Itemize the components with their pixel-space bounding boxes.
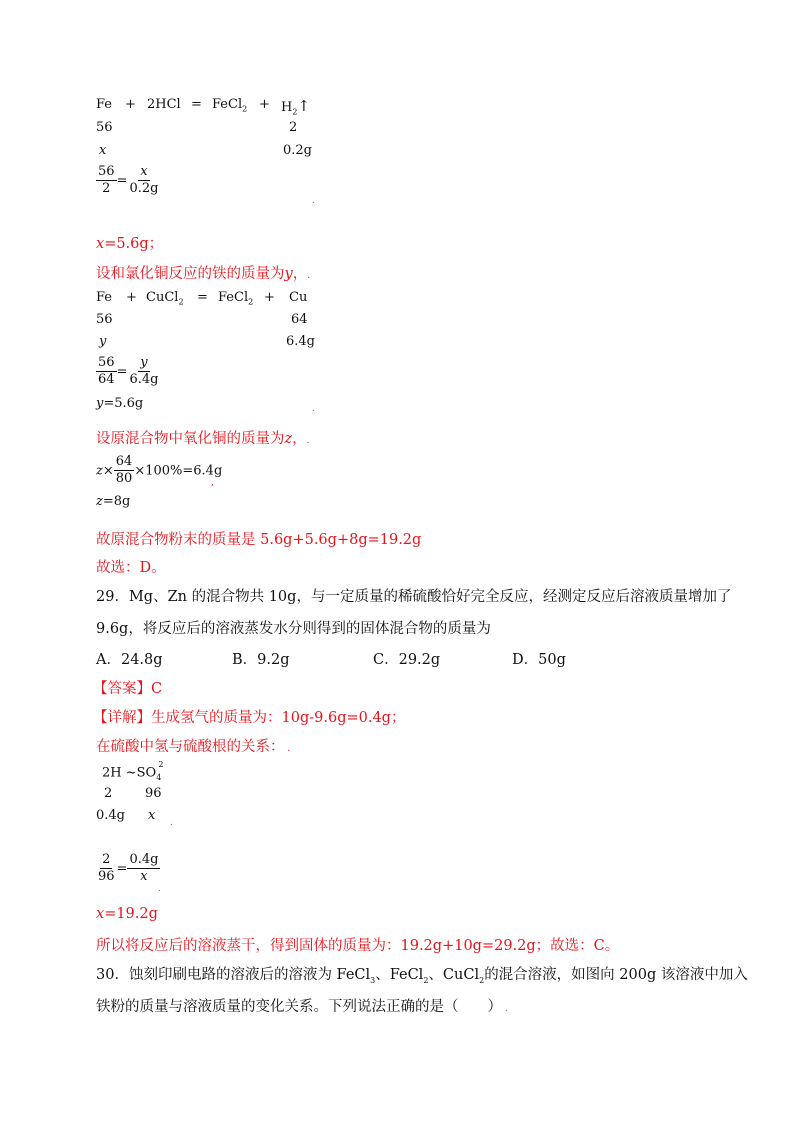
product-fecl2: FeCl$_2$ [212,97,248,114]
question-29-line2: 9.6g，将反应后的溶液蒸发水分则得到的固体混合物的质量为 [96,621,491,637]
mass-cu: 64 [291,312,308,327]
question-30-line1: 30．蚀刻印刷电路的溶液后的溶液为 FeCl$_3$、FeCl$_2$、CuCl$_2$的混合溶液，如图向 200g 该溶液中加入 [96,967,748,985]
equals-sign: = [197,290,208,305]
option-d: D．50g [512,652,566,668]
plus-sign-2: + [259,97,270,112]
product-cu: Cu [289,290,308,305]
fraction-right: $\frac{0.4g}{x}$ [129,852,159,885]
paragraph-mark: . [312,404,315,414]
fraction-right: $\frac{y}{6.4g}$ [129,355,159,388]
result-y: y=5.6g [96,396,144,411]
product-h2: $H_2↑$ [281,97,311,117]
plus-sign: + [126,290,137,305]
proportion: $\frac{56}{64}$ = $\frac{y}{6.4g}$ [98,355,159,388]
fraction-left: $\frac{56}{2}$ [98,164,115,197]
mass-h2: 2 [289,120,298,135]
result-x: x=19.2g [96,906,158,922]
var-y: y [99,334,107,349]
result-x: x=5.6g； [96,236,164,252]
plus-sign-2: + [264,290,275,305]
fraction-left: $\frac{56}{64}$ [98,355,115,388]
fraction-cu-cuo: $\frac{64}{80}$ [115,454,133,487]
paragraph-mark: . [158,884,161,894]
option-c: C．29.2g [373,652,441,668]
option-b: B．9.2g [232,652,290,668]
fraction-right: $\frac{x}{0.2g}$ [129,164,159,197]
paragraph-mark: . [170,818,173,828]
question-30-line2: 铁粉的质量与溶液质量的变化关系。下列说法正确的是（ ） . [96,999,508,1015]
gas-arrow-icon: ↑ [297,97,311,115]
equals-sign: = [191,97,202,112]
var-x: x [99,143,107,158]
value-h: 0.4g [96,808,125,823]
reactant-fe: Fe [96,290,113,305]
value-h2: 0.2g [283,143,312,158]
mass-h: 2 [104,786,113,801]
final-answer-line: 所以将反应后的溶液蒸干，得到固体的质量为：19.2g+10g=29.2g；故选：C。 [96,938,620,954]
reactant-cucl2: CuCl$_2$ [146,290,184,307]
assume-y-line: 设和氯化铜反应的铁的质量为y，. [96,266,311,282]
value-cu: 6.4g [286,334,315,349]
relation-line: 在硫酸中氢与硫酸根的关系： . [96,739,291,755]
question-29-line1: 29．Mg、Zn 的混合物共 10g，与一定质量的稀硫酸恰好完全反应，经测定反应后溶液质量增加了 [96,589,732,605]
percentage-equation: z× $\frac{64}{80}$ ×100%=6.4g [96,454,223,487]
answer-label: 【答案】C [93,681,163,697]
mass-fe: 56 [96,120,113,135]
product-fecl2: FeCl$_2$ [218,290,254,307]
plus-sign: + [125,97,136,112]
assume-z-line: 设原混合物中氧化铜的质量为z，. [96,431,310,447]
option-a: A．24.8g [96,652,163,668]
paragraph-mark: , [211,478,214,488]
var-x: x [148,808,156,823]
result-z: z=8g [96,494,131,509]
fraction-left: $\frac{2}{96}$ [98,852,115,885]
mass-fe: 56 [96,312,113,327]
mass-so4: 96 [145,786,162,801]
paragraph-mark: . [312,196,315,206]
relation-row: 2H $\sim SO_4^2$ [102,760,164,782]
conclusion-line: 故原混合物粉末的质量是 5.6g+5.6g+8g=19.2g [96,532,422,548]
detail-line: 【详解】生成氢气的质量为：10g-9.6g=0.4g； [93,710,406,726]
reactant-hcl: 2HCl [147,97,181,112]
proportion: $\frac{56}{2}$ = $\frac{x}{0.2g}$ [98,164,159,197]
proportion: $\frac{2}{96}$ = $\frac{0.4g}{x}$ [98,852,159,885]
reactant-fe: Fe [96,97,113,112]
answer-d: 故选：D。 [96,560,166,576]
